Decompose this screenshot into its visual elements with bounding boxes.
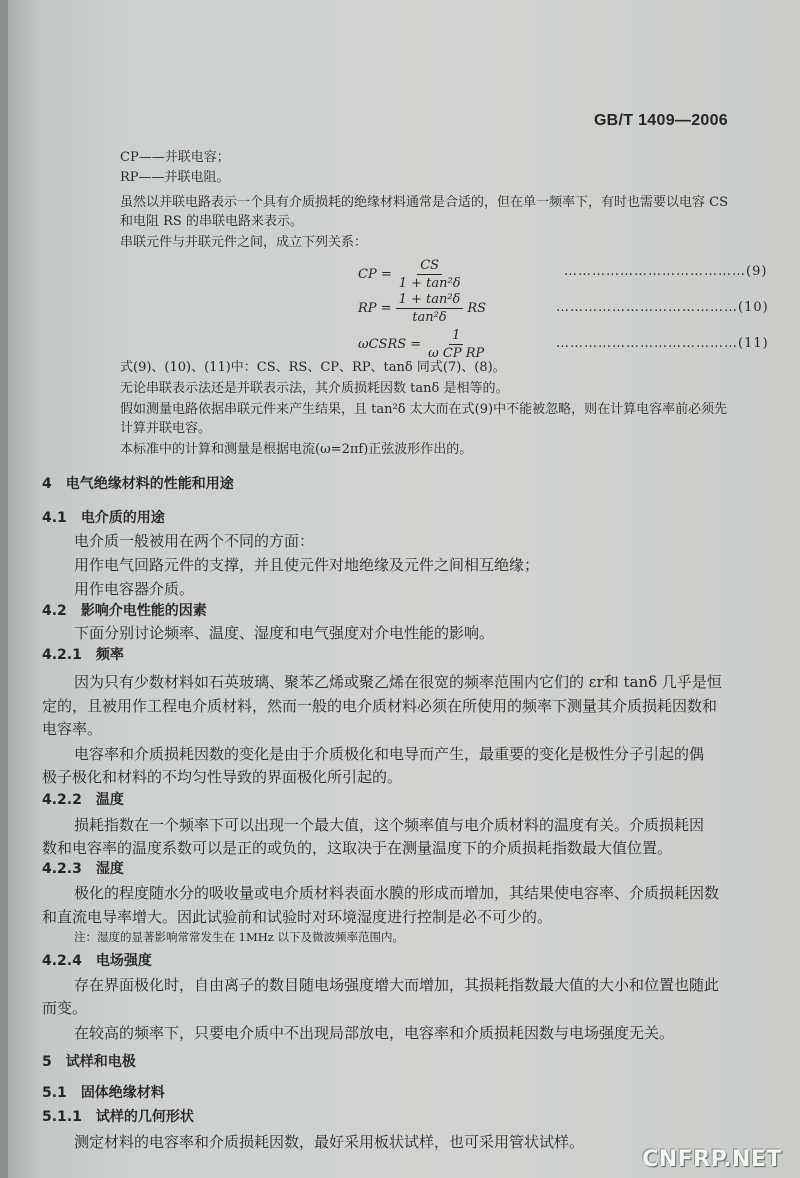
paragraph-line: 虽然以并联电路表示一个具有介质损耗的绝缘材料通常是合适的，但在单一频率下，有时也需要以电容 CS: [120, 195, 728, 210]
equation-9-label: …………………………………(9): [564, 264, 768, 279]
section-4-2-4-heading: 4.2.4 电场强度: [42, 953, 152, 969]
equation-fraction: [425, 328, 487, 361]
paragraph-line: 串联元件与并联元件之间，成立下列关系：: [120, 235, 368, 250]
definition-cp: CP——并联电容；: [120, 150, 230, 165]
equation-10-label: …………………………………(10): [556, 300, 769, 315]
definition-rp: RP——并联电阻。: [120, 170, 230, 185]
paragraph-line: 假如测量电路依据串联元件来产生结果，且 tan²δ 太大而在式(9)中不能被忽略，则在计算电容率前必须先: [120, 402, 728, 417]
paragraph-line: 定的，且被用作工程电介质材料，然而一般的电介质材料必须在所使用的频率下测量其介质损耗因数和: [42, 697, 718, 715]
document-page: [8, 0, 800, 1178]
equation-lhs: CP =: [358, 267, 392, 282]
paragraph-line: 极化的程度随水分的吸收量或电介质材料表面水膜的形成而增加，其结果使电容率、介质损耗因数: [74, 884, 720, 902]
equation-11-label: …………………………………(11): [556, 336, 769, 351]
section-5-1-heading: 5.1 固体绝缘材料: [42, 1085, 165, 1101]
paragraph-line: 在较高的频率下，只要电介质中不出现局部放电，电容率和介质损耗因数与电场强度无关。: [74, 1024, 675, 1042]
section-4-2-heading: 4.2 影响介电性能的因素: [42, 603, 207, 619]
equation-lhs: RP =: [358, 301, 392, 316]
paragraph-line: 损耗指数在一个频率下可以出现一个最大值，这个频率值与电介质材料的温度有关。介质损耗因: [74, 816, 705, 834]
equation-fraction: [396, 258, 464, 291]
paragraph-line: 存在界面极化时，自由离子的数目随电场强度增大而增加，其损耗指数最大值的大小和位置也随此: [74, 976, 720, 994]
section-4-1-heading: 4.1 电介质的用途: [42, 510, 165, 526]
note: 注：湿度的显著影响常常发生在 1MHz 以下及微波频率范围内。: [74, 930, 404, 944]
paragraph-line: 用作电容器介质。: [74, 580, 195, 598]
equation-numerator: CS: [417, 258, 442, 275]
equation-numerator: 1: [449, 328, 463, 345]
watermark: CNFRP.NET: [642, 1147, 782, 1172]
equation-10: [358, 292, 486, 325]
paragraph-line: 用作电气回路元件的支撑，并且使元件对地绝缘及元件之间相互绝缘；: [74, 556, 540, 574]
paragraph-line: 计算并联电容。: [120, 421, 212, 436]
paragraph-line: 测定材料的电容率和介质损耗因数，最好采用板状试样，也可采用管状试样。: [74, 1133, 585, 1151]
section-4-2-1-heading: 4.2.1 频率: [42, 647, 124, 663]
section-4-2-2-heading: 4.2.2 温度: [42, 792, 124, 808]
equation-lhs: ωCSRS =: [358, 337, 422, 352]
section-4-2-3-heading: 4.2.3 湿度: [42, 861, 124, 877]
equation-11: [358, 328, 491, 361]
paragraph-line: 电容率和介质损耗因数的变化是由于介质极化和电导而产生，最重要的变化是极性分子引起的偶: [74, 745, 705, 763]
standard-number: GB/T 1409—2006: [593, 112, 728, 129]
paragraph-line: 而变。: [42, 999, 88, 1017]
paragraph-line: 因为只有少数材料如石英玻璃、聚苯乙烯或聚乙烯在很宽的频率范围内它们的 εr和 tanδ 几乎是恒: [74, 673, 722, 691]
paragraph-line: 下面分别讨论频率、温度、湿度和电气强度对介电性能的影响。: [74, 624, 495, 642]
paragraph-line: 电容率。: [42, 720, 103, 738]
paragraph-line: 本标准中的计算和测量是根据电流(ω=2πf)正弦波形作出的。: [120, 442, 473, 457]
equation-suffix: RS: [467, 301, 487, 316]
equation-denominator: tan²δ: [412, 310, 447, 325]
paragraph-line: 电介质一般被用在两个不同的方面：: [74, 532, 315, 550]
equation-fraction: [396, 292, 464, 325]
equation-numerator: 1 + tan²δ: [396, 292, 464, 309]
paragraph-line: 式(9)、(10)、(11)中：CS、RS、CP、RP、tanδ 同式(7)、(8)。: [120, 360, 506, 375]
section-5-heading: 5 试样和电极: [42, 1054, 136, 1070]
section-5-1-1-heading: 5.1.1 试样的几何形状: [42, 1109, 194, 1125]
equation-denominator: ω CP RP: [428, 346, 485, 361]
equation-denominator: 1 + tan²δ: [398, 276, 461, 291]
paragraph-line: 数和电容率的温度系数可以是正的或负的，这取决于在测量温度下的介质损耗指数最大值位置。: [42, 839, 673, 857]
equation-9: [358, 258, 468, 291]
section-4-heading: 4 电气绝缘材料的性能和用途: [42, 476, 234, 492]
paragraph-line: 无论串联表示法还是并联表示法，其介质损耗因数 tanδ 是相等的。: [120, 381, 509, 396]
paragraph-line: 极子极化和材料的不均匀性导致的界面极化所引起的。: [42, 768, 403, 786]
paragraph-line: 和电阻 RS 的串联电路来表示。: [120, 214, 303, 229]
paragraph-line: 和直流电导率增大。因此试验前和试验时对环境湿度进行控制是必不可少的。: [42, 908, 553, 926]
